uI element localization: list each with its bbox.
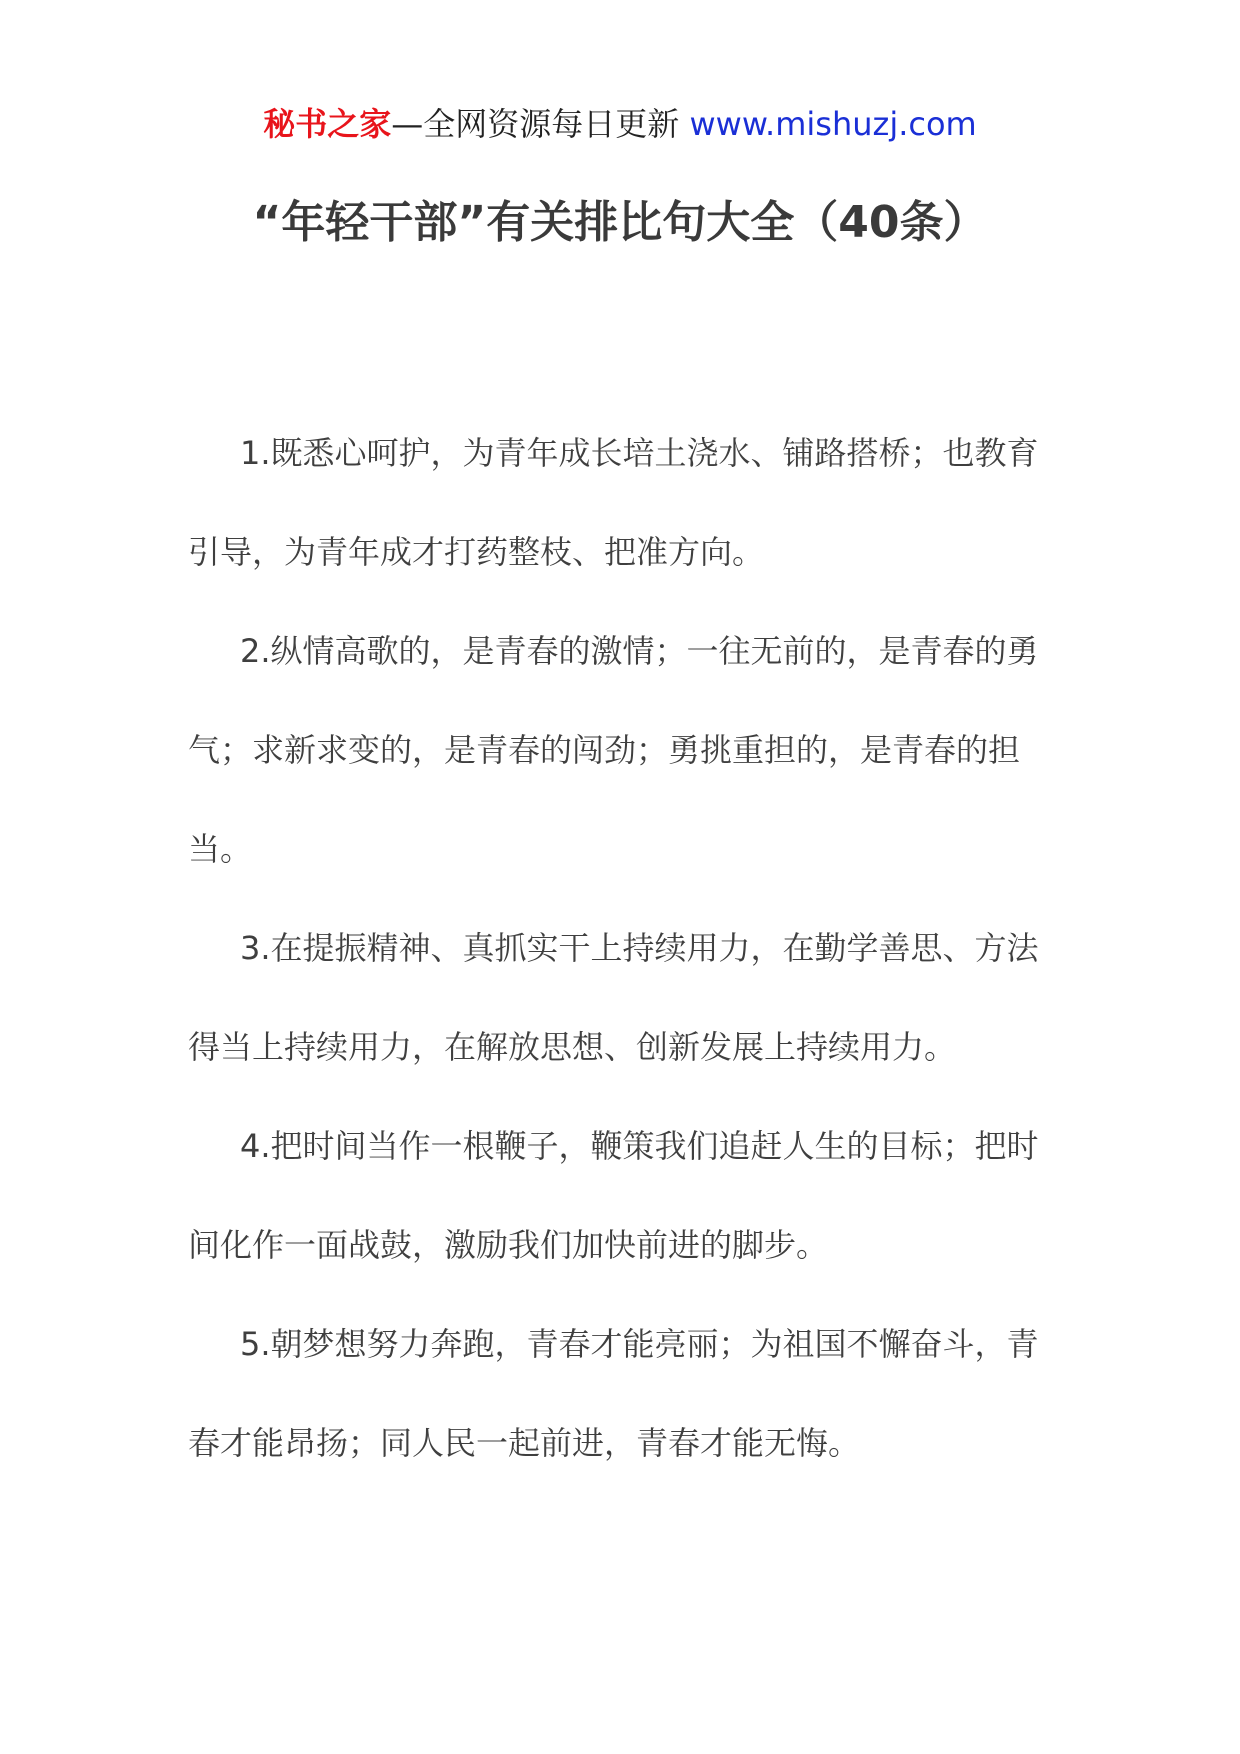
paragraph-4: 4.把时间当作一根鞭子，鞭策我们追赶人生的目标；把时间化作一面战鼓，激励我们加快前进的脚步。 [188, 1127, 1039, 1264]
paragraph-2: 2.纵情高歌的，是青春的激情；一往无前的，是青春的勇气；求新求变的，是青春的闯劲；勇挑重担的，是青春的担当。 [188, 632, 1039, 868]
paragraph-3: 3.在提振精神、真抓实干上持续用力，在勤学善思、方法得当上持续用力，在解放思想、创新发展上持续用力。 [188, 929, 1039, 1066]
brand-name: 秘书之家 [263, 105, 392, 143]
paragraph-1: 1.既悉心呵护，为青年成长培土浇水、铺路搭桥；也教育引导，为青年成才打药整枝、把准方向。 [188, 434, 1039, 571]
site-url-link[interactable]: www.mishuzj.com [689, 105, 977, 143]
paragraph-5: 5.朝梦想努力奔跑，青春才能亮丽；为祖国不懈奋斗，青春才能昂扬；同人民一起前进，青春才能无悔。 [188, 1325, 1039, 1462]
header-tagline: —全网资源每日更新 [391, 105, 690, 143]
document-title: “年轻干部”有关排比句大全（40条） [252, 197, 988, 248]
document-body [188, 404, 1058, 1493]
site-header [0, 100, 1240, 148]
